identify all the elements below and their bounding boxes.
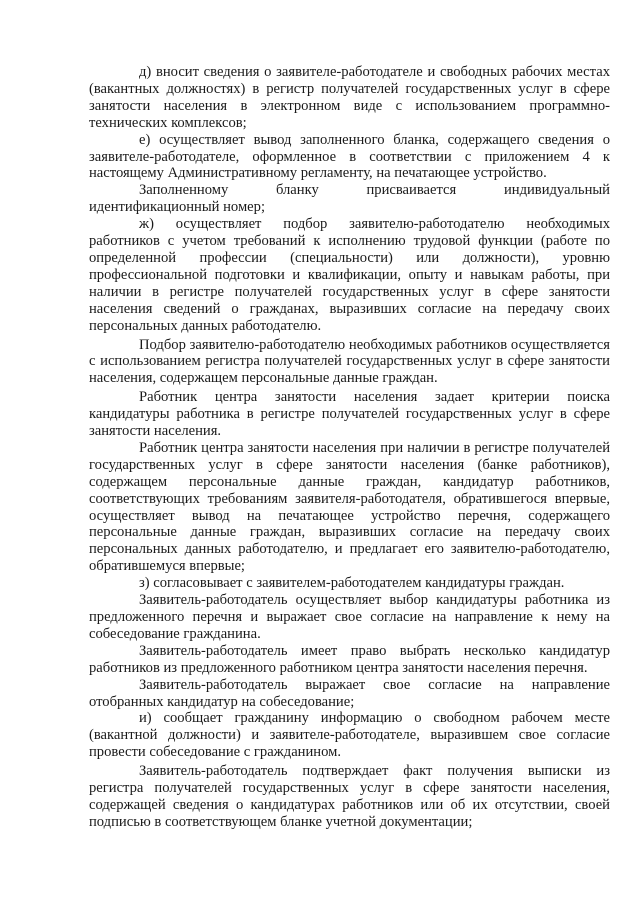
paragraph-zh: ж) осуществляет подбор заявителю-работодателю необходимых работников с учетом требований к исполнению трудовой функции (работе по определенной профессии (специальности) или должности), уровню профессиональной подготовки и квалификации, опыту и навыкам работы, при наличии в регистре получателей государственных услуг в сфере занятости населения сведений о гражданах, выразивших согласие на передачу своих персональных данных работодателю.: [89, 216, 610, 334]
paragraph-search-criteria: Работник центра занятости населения задает критерии поиска кандидатуры работника в регистре получателей государственных услуг в сфере занятости населения.: [89, 389, 610, 440]
paragraph-id-number: Заполненному бланку присваивается индивидуальный идентификационный номер;: [89, 182, 610, 216]
paragraph-e: е) осуществляет вывод заполненного бланка, содержащего сведения о заявителе-работодателе, оформленное в соответствии с приложением 4 к настоящему Административному регламенту, на печатающее устройство.: [89, 131, 610, 182]
paragraph-i: и) сообщает гражданину информацию о свободном рабочем месте (вакантной должности) и заявителе-работодателе, выразившем свое согласие провести собеседование с гражданином.: [89, 710, 610, 761]
paragraph-confirmation: Заявитель-работодатель подтверждает факт получения выписки из регистра получателей государственных услуг в сфере занятости населения, содержащей сведения о кандидатурах работников или об их отсутствии, своей подписью в соответствующем бланке учетной документации;: [89, 763, 610, 830]
document-page: [89, 64, 610, 831]
paragraph-selection: Подбор заявителю-работодателю необходимых работников осуществляется с использованием регистра получателей государственных услуг в сфере занятости населения, содержащем персональные данные граждан.: [89, 336, 610, 387]
paragraph-employer-consent: Заявитель-работодатель выражает свое согласие на направление отобранных кандидатур на собеседование;: [89, 676, 610, 710]
paragraph-employer-right: Заявитель-работодатель имеет право выбрать несколько кандидатур работников из предложенного работником центра занятости населения перечня.: [89, 642, 610, 676]
paragraph-z: з) согласовывает с заявителем-работодателем кандидатуры граждан.: [139, 575, 565, 592]
paragraph-output-list: Работник центра занятости населения при наличии в регистре получателей государственных услуг в сфере занятости населения (банке работников), содержащем персональные данные граждан, кандидатур работников, соответствующих требованиям заявителя-работодателя, обратившегося впервые, осуществляет вывод на печатающее устройство перечня, содержащего персональные данные граждан, выразивших согласие на передачу своих персональных данных работодателю, и предлагает его заявителю-работодателю, обратившемуся впервые;: [89, 439, 610, 575]
paragraph-employer-choice: Заявитель-работодатель осуществляет выбор кандидатуры работника из предложенного перечня и выражает свое согласие на направление к нему на собеседование гражданина.: [89, 592, 610, 642]
paragraph-d: д) вносит сведения о заявителе-работодателе и свободных рабочих местах (вакантных должностях) в регистр получателей государственных услуг в сфере занятости населения в электронном виде с использованием программно-технических комплексов;: [89, 64, 610, 131]
